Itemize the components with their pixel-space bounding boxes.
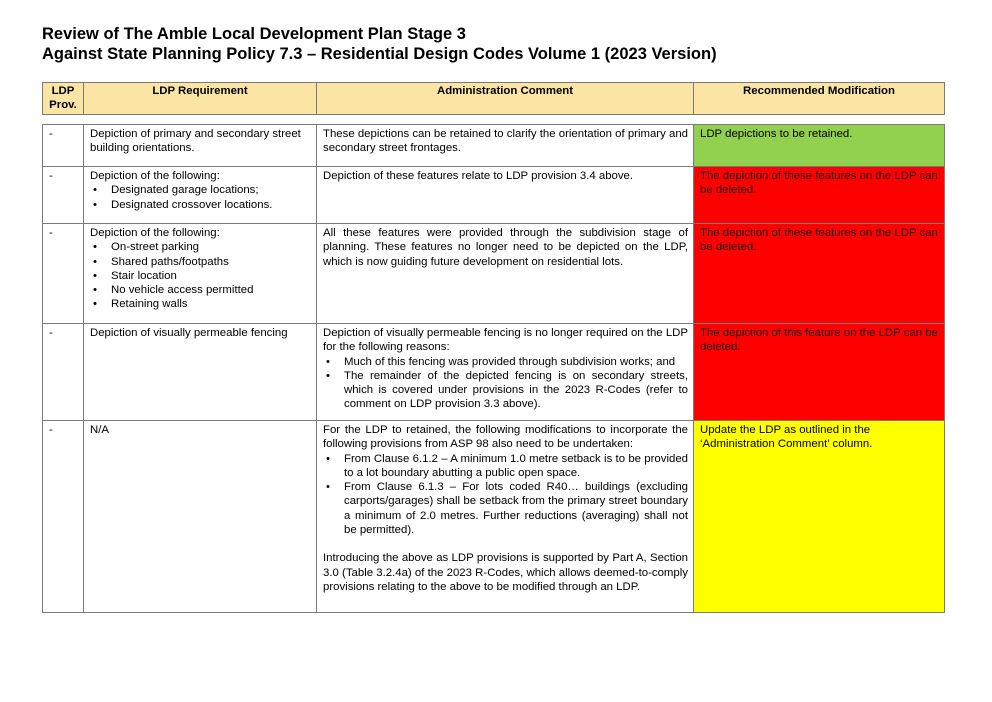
comment-list xyxy=(323,452,688,538)
table-row xyxy=(43,421,945,613)
table-row xyxy=(43,224,945,324)
cell-comment xyxy=(317,324,694,421)
list-item: • Much of this fencing was provided through subdivision works; and xyxy=(323,355,688,369)
cell-prov: - xyxy=(43,324,84,421)
cell-prov: - xyxy=(43,125,84,167)
table-header xyxy=(42,82,945,115)
list-item: • No vehicle access permitted xyxy=(90,283,311,297)
comment-list xyxy=(323,355,688,412)
title-line-2: Against State Planning Policy 7.3 – Residential Design Codes Volume 1 (2023 Version) xyxy=(42,45,717,63)
cell-requirement xyxy=(84,224,317,324)
table-row xyxy=(43,324,945,421)
cell-modification: The depiction of these features on the LDP can be deleted. xyxy=(694,224,945,324)
header-recommended-modification: Recommended Modification xyxy=(694,83,945,115)
list-item: • Shared paths/footpaths xyxy=(90,255,311,269)
document-title xyxy=(42,24,952,64)
comment-text: Depiction of visually permeable fencing is no longer required on the LDP for the following reasons: xyxy=(323,327,688,354)
cell-comment xyxy=(317,421,694,613)
list-item: • Retaining walls xyxy=(90,297,311,311)
cell-prov: - xyxy=(43,224,84,324)
comment-text: For the LDP to retained, the following modifications to incorporate the following provisions from ASP 98 also need to be undertaken: xyxy=(323,424,688,451)
review-table xyxy=(42,124,945,613)
header-ldp-prov: LDP Prov. xyxy=(43,83,84,115)
requirement-list xyxy=(90,183,311,212)
comment-text: All these features were provided through the subdivision stage of planning. These features no longer need to be depicted on the LDP, which is now guiding future development on residential lots. xyxy=(323,227,688,268)
list-item: • The remainder of the depicted fencing is on secondary streets, which is covered under provisions in the 2023 R-Codes (refer to comment on LDP provision 3.3 above). xyxy=(323,369,688,412)
comment-text: Depiction of these features relate to LDP provision 3.4 above. xyxy=(323,170,634,182)
cell-requirement xyxy=(84,167,317,224)
cell-requirement xyxy=(84,125,317,167)
cell-requirement xyxy=(84,324,317,421)
cell-comment xyxy=(317,125,694,167)
cell-prov: - xyxy=(43,167,84,224)
header-ldp-requirement: LDP Requirement xyxy=(84,83,317,115)
requirement-list xyxy=(90,240,311,311)
table-row xyxy=(43,167,945,224)
list-item: • From Clause 6.1.3 – For lots coded R40… buildings (excluding carports/garages) shall be setback from the primary street boundary a minimum of 2.0 metres. Further reductions (averaging) shall not be permitted). xyxy=(323,480,688,537)
cell-prov: - xyxy=(43,421,84,613)
requirement-text: Depiction of visually permeable fencing xyxy=(90,327,288,339)
cell-modification: The depiction of these features on the LDP can be deleted. xyxy=(694,167,945,224)
title-line-1: Review of The Amble Local Development Plan Stage 3 xyxy=(42,25,466,43)
table-row xyxy=(43,125,945,167)
header-administration-comment: Administration Comment xyxy=(317,83,694,115)
comment-text-after: Introducing the above as LDP provisions is supported by Part A, Section 3.0 (Table 3.2.4a) of the 2023 R-Codes, which allows deemed-to-comply provisions relating to the above to be modified through an LDP. xyxy=(323,552,688,593)
list-item: • On-street parking xyxy=(90,240,311,254)
requirement-text: Depiction of the following: xyxy=(90,170,220,182)
cell-comment xyxy=(317,224,694,324)
list-item: • Stair location xyxy=(90,269,311,283)
requirement-text: Depiction of the following: xyxy=(90,227,220,239)
list-item: • Designated garage locations; xyxy=(90,183,311,197)
requirement-text: Depiction of primary and secondary street building orientations. xyxy=(90,128,301,155)
cell-modification: LDP depictions to be retained. xyxy=(694,125,945,167)
list-item: • From Clause 6.1.2 – A minimum 1.0 metre setback is to be provided to a lot boundary abutting a public open space. xyxy=(323,452,688,481)
list-item: • Designated crossover locations. xyxy=(90,198,311,212)
cell-requirement xyxy=(84,421,317,613)
requirement-text: N/A xyxy=(90,424,109,436)
cell-modification: Update the LDP as outlined in the ‘Administration Comment’ column. xyxy=(694,421,945,613)
cell-modification: The depiction of this feature on the LDP can be deleted. xyxy=(694,324,945,421)
cell-comment xyxy=(317,167,694,224)
comment-text: These depictions can be retained to clarify the orientation of primary and secondary street frontages. xyxy=(323,128,688,155)
